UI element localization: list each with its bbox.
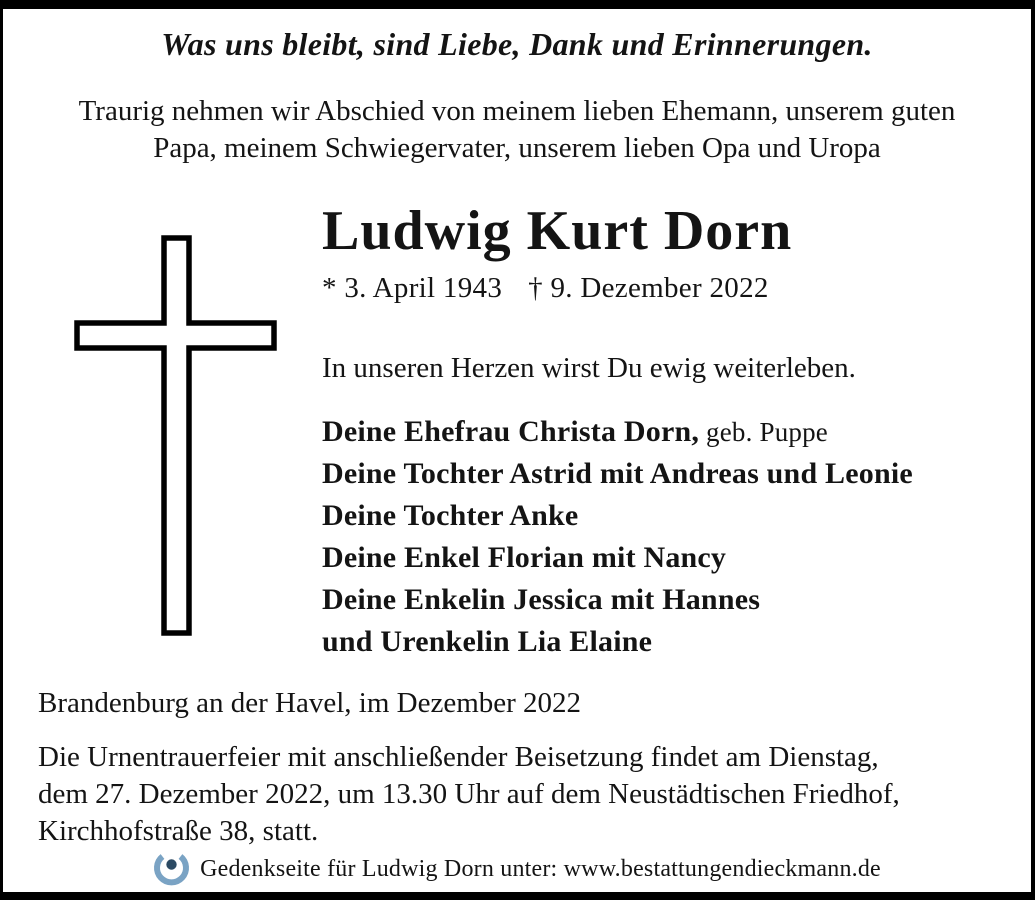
- cross-outline: [77, 238, 274, 633]
- dedication-line: In unseren Herzen wirst Du ewig weiterleben.: [322, 352, 856, 385]
- family-member: Deine Enkel Florian mit Nancy: [322, 541, 727, 575]
- intro-paragraph: [3, 93, 1031, 167]
- family-member-suffix: geb. Puppe: [699, 417, 828, 448]
- family-list: [322, 411, 1002, 663]
- funeral-line: Die Urnentrauerfeier mit anschließender Beisetzung findet am Dienstag,: [38, 741, 879, 773]
- intro-line: Traurig nehmen wir Abschied von meinem lieben Ehemann, unserem guten: [78, 95, 956, 127]
- deceased-name: Ludwig Kurt Dorn: [322, 200, 793, 262]
- memorial-page-text: Gedenkseite für Ludwig Dorn unter: www.bestattungendieckmann.de: [200, 855, 881, 882]
- birth-date: * 3. April 1943: [322, 272, 503, 305]
- family-line: [322, 579, 1002, 621]
- main-text-block: [322, 199, 1002, 663]
- funeral-line: Kirchhofstraße 38, statt.: [38, 815, 319, 847]
- family-line: [322, 411, 1002, 453]
- logo-dot: [166, 859, 176, 869]
- family-line: [322, 453, 1002, 495]
- family-member: und Urenkelin Lia Elaine: [322, 625, 653, 659]
- family-member: Deine Enkelin Jessica mit Hannes: [322, 583, 761, 617]
- christian-cross-icon: [72, 233, 279, 638]
- family-member: Deine Tochter Anke: [322, 499, 579, 533]
- family-line: [322, 537, 1002, 579]
- intro-line: Papa, meinem Schwiegervater, unserem lieben Opa und Uropa: [153, 132, 881, 164]
- family-line: [322, 495, 1002, 537]
- funeral-paragraph: [38, 739, 900, 850]
- footer: [3, 850, 1031, 888]
- life-dates: [322, 272, 1002, 305]
- memorial-quote: Was uns bleibt, sind Liebe, Dank und Erinnerungen.: [161, 26, 873, 62]
- family-line: [322, 621, 1002, 663]
- place-date-line: Brandenburg an der Havel, im Dezember 2022: [38, 687, 582, 719]
- death-date: † 9. Dezember 2022: [528, 272, 769, 305]
- family-member: Deine Tochter Astrid mit Andreas und Leonie: [322, 457, 913, 491]
- family-member: Deine Ehefrau Christa Dorn,: [322, 415, 700, 449]
- memorial-logo-icon: [153, 850, 190, 888]
- funeral-line: dem 27. Dezember 2022, um 13.30 Uhr auf dem Neustädtischen Friedhof,: [38, 778, 900, 810]
